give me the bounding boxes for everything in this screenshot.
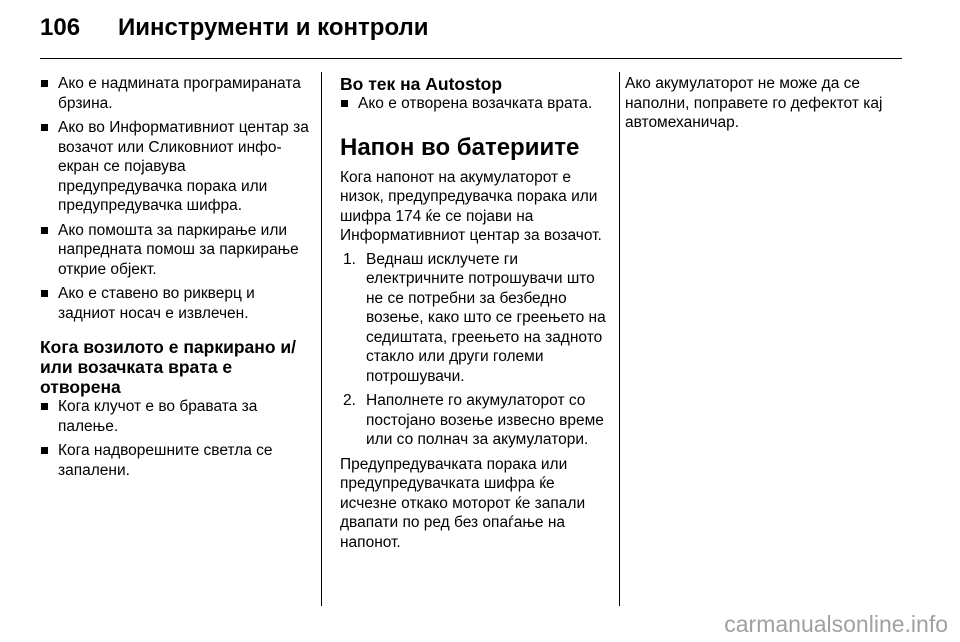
list-item: Ако е надмината програмираната брзина. bbox=[40, 74, 310, 113]
column-divider bbox=[321, 72, 322, 606]
column-left bbox=[40, 74, 310, 485]
bullet-icon bbox=[41, 124, 48, 131]
column-right bbox=[625, 74, 910, 136]
column-divider bbox=[619, 72, 620, 606]
list-item: 1. Веднаш исклучете ги електричните потрошувачи што не се потребни за безбедно возење, како што се греењето на седиштата, греењето на задното стакло или други големи потрошувачи. bbox=[343, 250, 606, 385]
step-number: 1. bbox=[343, 250, 356, 268]
bullet-icon bbox=[41, 80, 48, 87]
numbered-list bbox=[340, 250, 608, 450]
bullet-icon bbox=[41, 447, 48, 454]
watermark: carmanualsonline.info bbox=[724, 611, 948, 637]
bullet-icon bbox=[341, 100, 348, 107]
list-item: Кога надворешните светла се запалени. bbox=[40, 441, 310, 480]
bullet-icon bbox=[41, 227, 48, 234]
list-item: 2. Наполнете го акумулаторот со постојано возење извесно време или со полнач за акумулатори. bbox=[343, 392, 604, 448]
paragraph: Кога напонот на акумулаторот е низок, предупредувачка порака или шифра 174 ќе се појави на Информативниот центар за возачот. bbox=[340, 168, 602, 244]
paragraph: Предупредувачката порака или предупредувачката шифра ќе исчезне откако моторот ќе запали двапати по ред без опаѓање на напонот. bbox=[340, 455, 586, 551]
section-heading-battery: Напон во батериите bbox=[340, 133, 580, 161]
page-number: 106 bbox=[40, 14, 81, 41]
header-rule bbox=[40, 58, 902, 59]
page-title: Иинструменти и контроли bbox=[118, 14, 429, 41]
list-item: Ако во Информативниот центар за возачот или Сликовниот инфо-екран се појавува предупредувачка порака или предупредувачка шифра. bbox=[40, 118, 310, 216]
section-heading-parked: Кога возилото е паркирано и/или возачката врата е отворена bbox=[40, 337, 296, 397]
bullet-list bbox=[340, 94, 608, 114]
list-item: Кога клучот е во бравата за палење. bbox=[40, 397, 310, 436]
bullet-list bbox=[40, 74, 310, 323]
paragraph: Ако акумулаторот не може да се наполни, поправете го дефектот кај автомеханичар. bbox=[625, 75, 883, 131]
page-header bbox=[40, 8, 429, 48]
step-number: 2. bbox=[343, 392, 356, 409]
column-middle bbox=[340, 74, 608, 555]
list-item: Ако е ставено во рикверц и задниот носач е извлечен. bbox=[40, 284, 310, 323]
bullet-list bbox=[40, 397, 310, 480]
list-item: Ако помошта за паркирање или напредната помош за паркирање открие објект. bbox=[40, 221, 310, 280]
section-heading-autostop: Во тек на Autostop bbox=[340, 74, 503, 94]
list-item: Ако е отворена возачката врата. bbox=[340, 94, 608, 114]
bullet-icon bbox=[41, 290, 48, 297]
bullet-icon bbox=[41, 403, 48, 410]
